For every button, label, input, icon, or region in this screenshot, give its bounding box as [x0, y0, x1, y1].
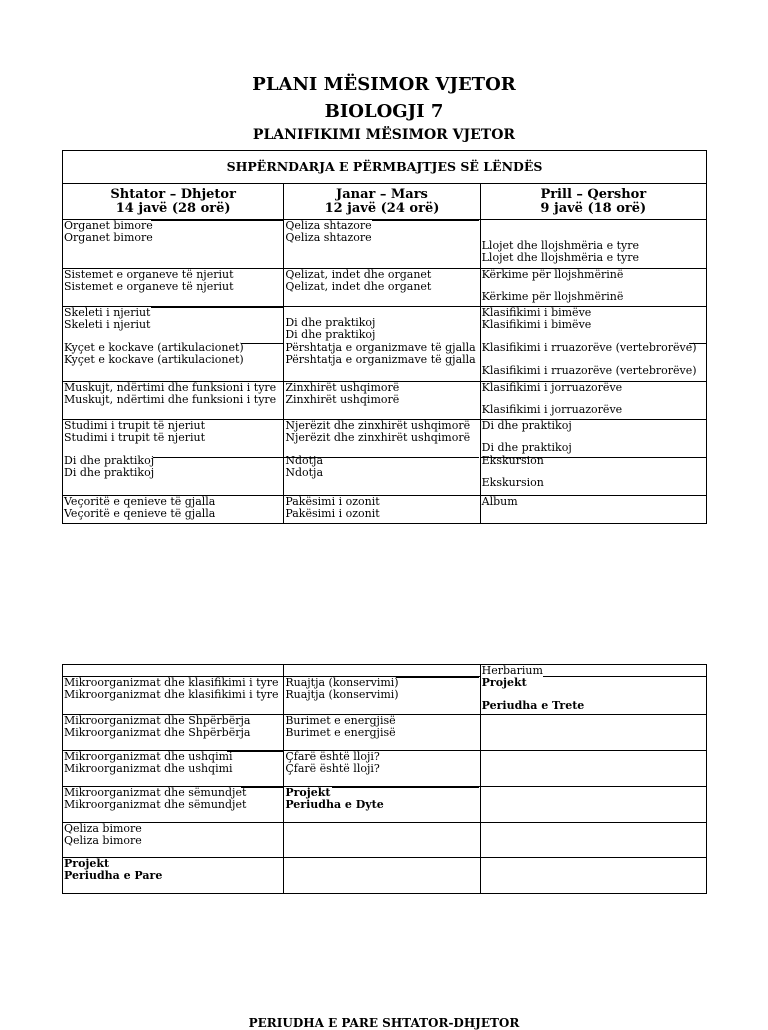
table-cell: Sistemet e organeve të njeriut Sistemet e organeve të njeriut — [63, 269, 284, 307]
table-cell: Mikroorganizmat dhe ushqimi Mikroorganizmat dhe ushqimi — [63, 751, 284, 787]
table-cell: Mikroorganizmat dhe sëmundjet Mikroorganizmat dhe sëmundjet — [63, 787, 284, 823]
table-cell: Klasifikimi i jorruazorëve Klasifikimi i jorruazorëve — [480, 382, 706, 420]
column-header-term1: Shtator – Dhjetor 14 javë (28 orë) — [63, 184, 284, 220]
plan-subtitle: PLANIFIKIMI MËSIMOR VJETOR — [252, 127, 516, 143]
table-row — [63, 751, 707, 787]
section-heading: PERIUDHA E PARE SHTATOR-DHJETOR — [248, 1016, 520, 1030]
table-row — [63, 858, 707, 894]
table-cell: Burimet e energjisë Burimet e energjisë — [284, 715, 480, 751]
table-cell: Kërkime për llojshmërinë Kërkime për llojshmërinë — [480, 269, 706, 307]
table-cell: Llojet dhe llojshmëria e tyre Llojet dhe llojshmëria e tyre — [480, 220, 706, 269]
table-cell: Organet bimore Organet bimore — [63, 220, 284, 269]
content-distribution-table — [62, 150, 707, 524]
table-cell: Di dhe praktikoj Di dhe praktikoj Ekskursion Ekskursion — [480, 420, 706, 496]
table-row — [63, 665, 707, 677]
table-cell: Di dhe praktikoj Di dhe praktikoj Përshtatja e organizmave të gjalla Përshtatja e organizmave të gjalla — [284, 307, 480, 382]
table-cell — [480, 715, 706, 751]
table-cell: Ruajtja (konservimi) Ruajtja (konservimi) — [284, 677, 480, 715]
table-heading: SHPËRNDARJA E PËRMBAJTJES SË LËNDËS — [63, 151, 707, 184]
table-cell: Klasifikimi i bimëve Klasifikimi i bimëve Klasifikimi i rruazorëve (vertebrorëve) Klasifikimi i rruazorëve (vertebrorëve) — [480, 307, 706, 382]
table-cell: Projekt Periudha e Dyte — [284, 787, 480, 823]
table-cell: Herbarium Projekt Periudha e Trete — [480, 665, 706, 715]
table-cell: Veçoritë e qenieve të gjalla Veçoritë e qenieve të gjalla — [63, 496, 284, 524]
table-cell: Qeliza shtazore Qeliza shtazore — [284, 220, 480, 269]
table-row — [63, 420, 707, 496]
table-cell: Projekt Periudha e Pare — [63, 858, 284, 894]
table-cell: Qeliza bimore Qeliza bimore — [63, 823, 284, 858]
table-row — [63, 787, 707, 823]
table-cell — [284, 665, 480, 677]
table-cell — [284, 823, 480, 858]
column-header-term3: Prill – Qershor 9 javë (18 orë) — [480, 184, 706, 220]
table-cell: Muskujt, ndërtimi dhe funksioni i tyre Muskujt, ndërtimi dhe funksioni i tyre — [63, 382, 284, 420]
table-cell: Studimi i trupit të njeriut Studimi i trupit të njeriut Di dhe praktikoj Di dhe praktikoj — [63, 420, 284, 496]
table-cell — [63, 665, 284, 677]
table-cell: Album — [480, 496, 706, 524]
column-header-row — [63, 184, 707, 220]
table-cell: Çfarë është lloji? Çfarë është lloji? — [284, 751, 480, 787]
table-cell: Qelizat, indet dhe organet Qelizat, indet dhe organet — [284, 269, 480, 307]
table-cell — [480, 823, 706, 858]
table-cell: Mikroorganizmat dhe Shpërbërja Mikroorganizmat dhe Shpërbërja — [63, 715, 284, 751]
table-cell: Skeleti i njeriut Skeleti i njeriut Kyçet e kockave (artikulacionet) Kyçet e kockave (artikulacionet) — [63, 307, 284, 382]
table-cell: Zinxhirët ushqimorë Zinxhirët ushqimorë — [284, 382, 480, 420]
table-row — [63, 715, 707, 751]
table-cell: Pakësimi i ozonit Pakësimi i ozonit — [284, 496, 480, 524]
document-title: PLANI MËSIMOR VJETOR — [252, 74, 516, 95]
subject-title: BIOLOGJI 7 — [324, 101, 444, 122]
table-row — [63, 823, 707, 858]
column-header-term2: Janar – Mars 12 javë (24 orë) — [284, 184, 480, 220]
table-row — [63, 496, 707, 524]
table-cell — [480, 787, 706, 823]
table-row — [63, 307, 707, 382]
table-cell: Mikroorganizmat dhe klasifikimi i tyre Mikroorganizmat dhe klasifikimi i tyre — [63, 677, 284, 715]
table-row — [63, 269, 707, 307]
table-row — [63, 220, 707, 269]
content-distribution-table-continued — [62, 664, 707, 894]
table-cell — [284, 858, 480, 894]
table-cell — [480, 858, 706, 894]
table-cell: Njerëzit dhe zinxhirët ushqimorë Njerëzit dhe zinxhirët ushqimorë Ndotja Ndotja — [284, 420, 480, 496]
table-cell — [480, 751, 706, 787]
table-row — [63, 382, 707, 420]
